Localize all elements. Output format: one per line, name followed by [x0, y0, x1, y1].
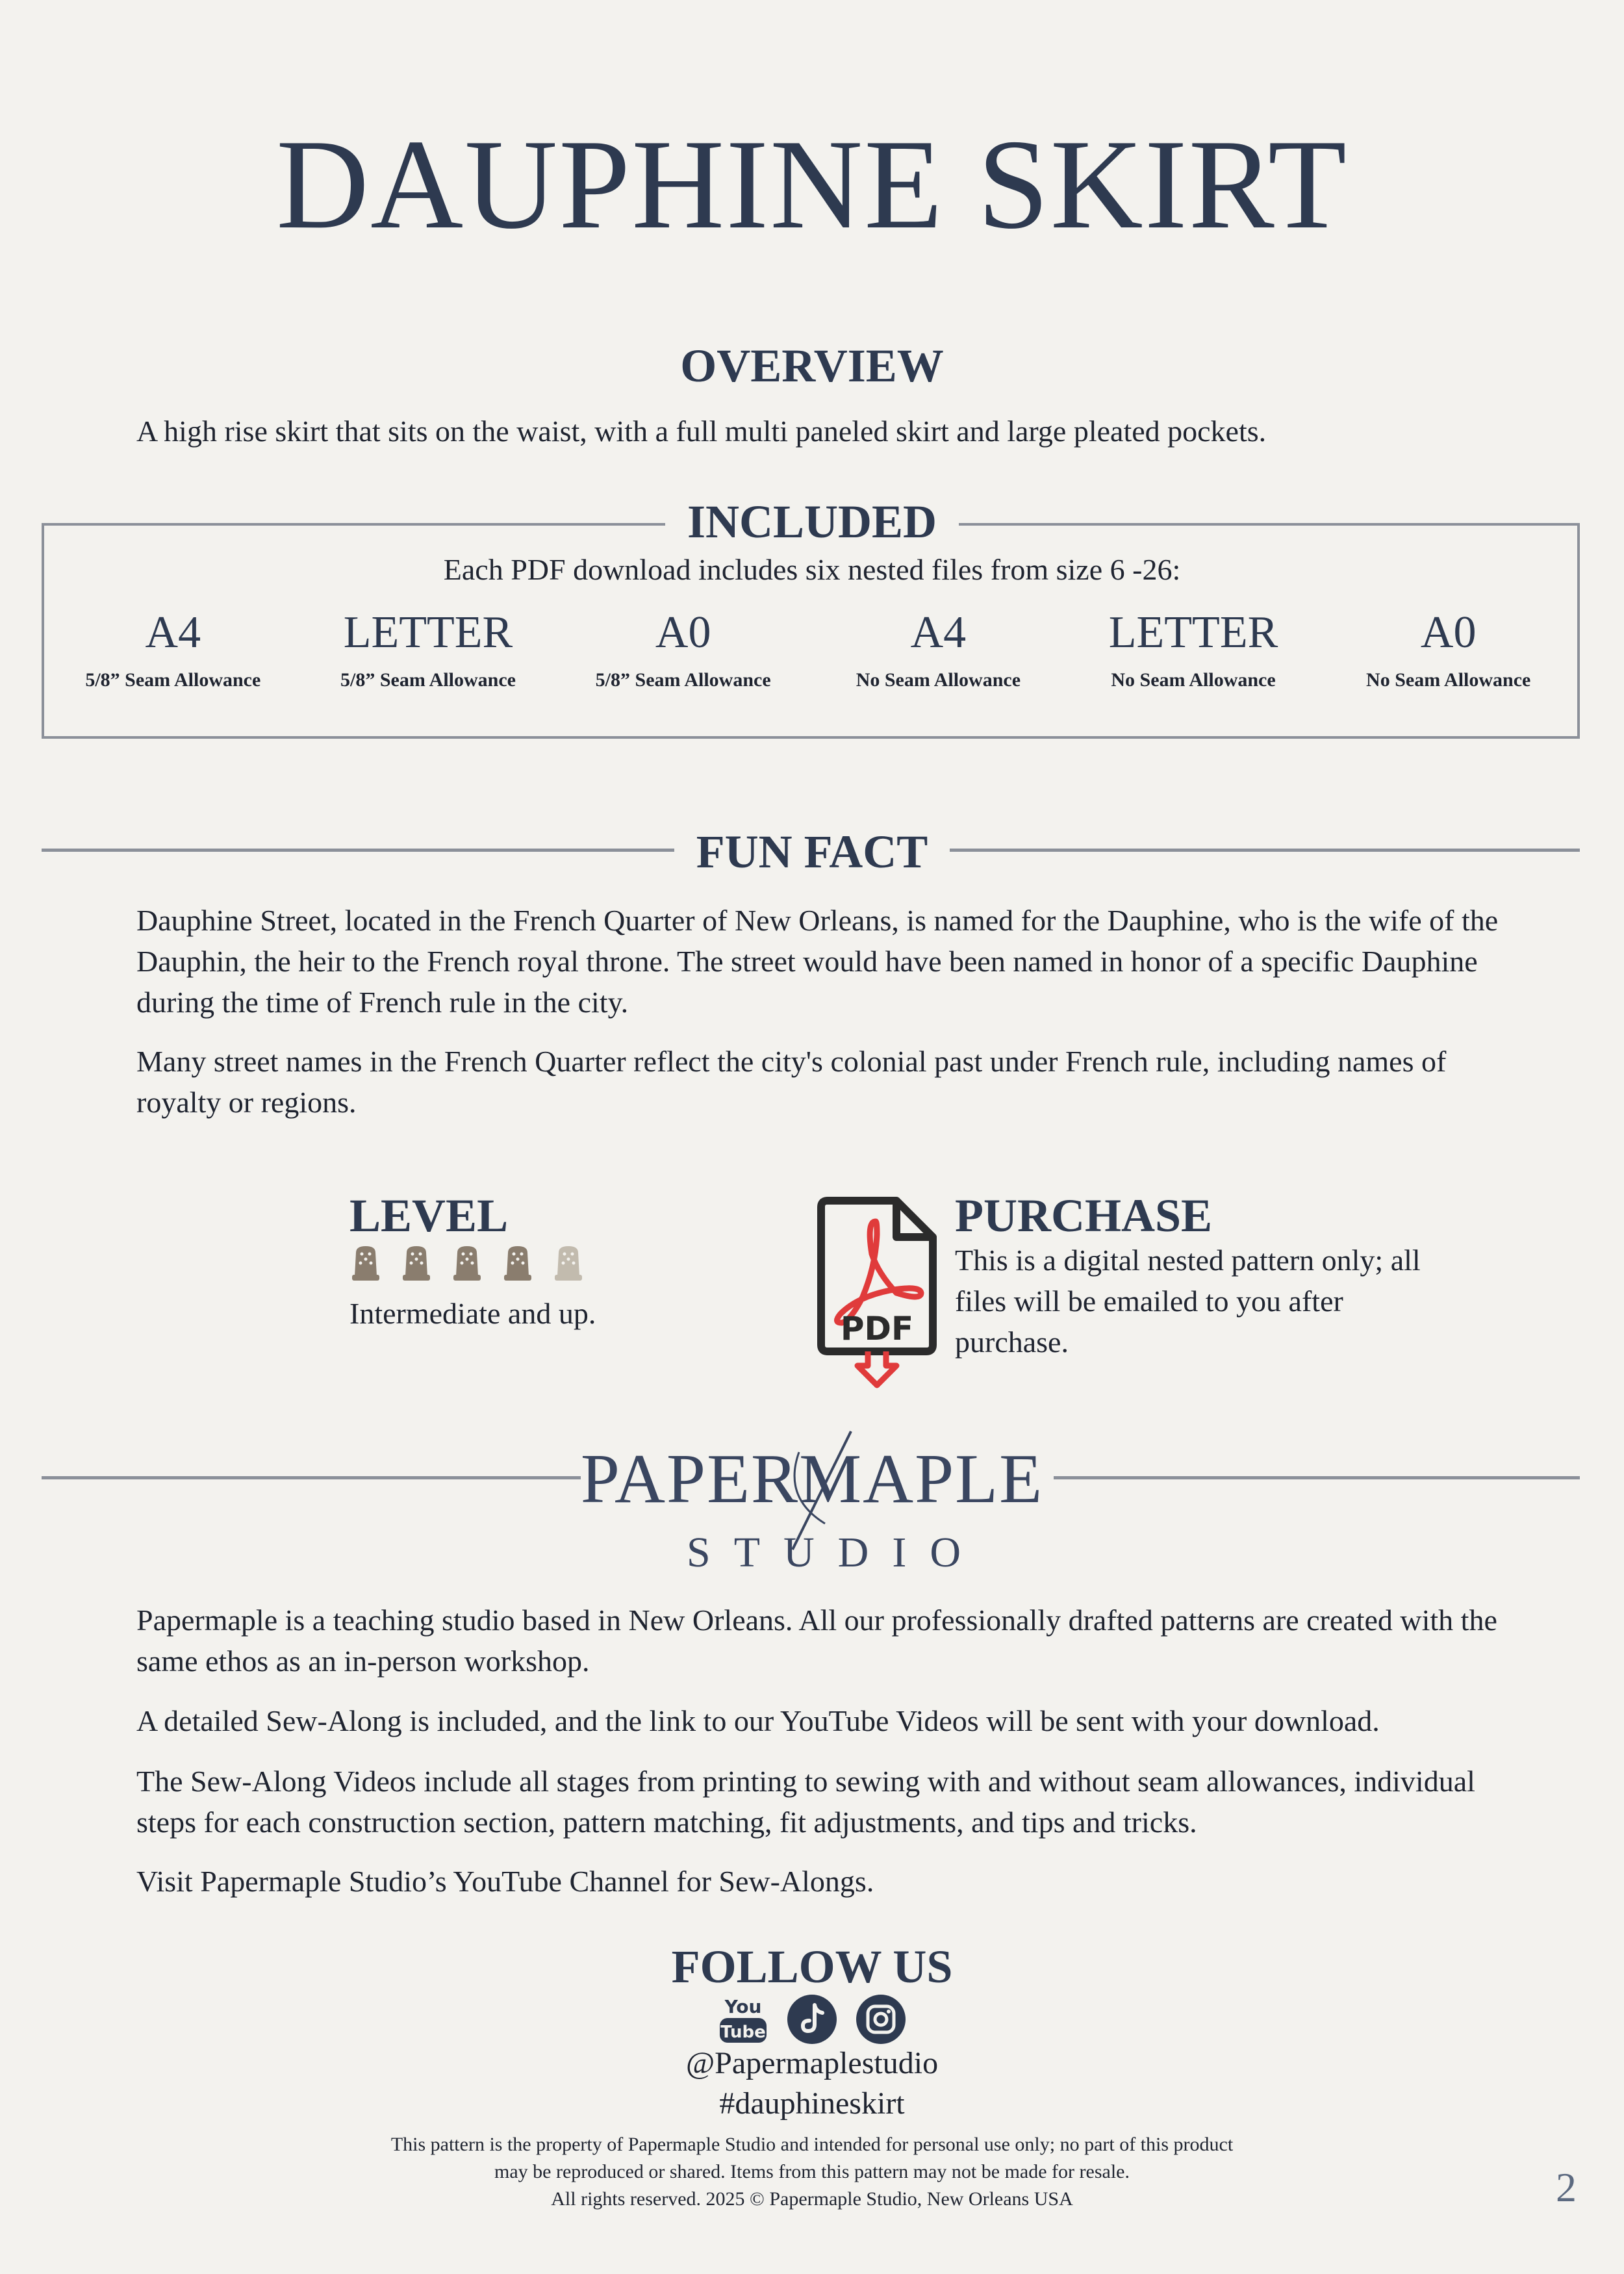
legal-line: This pattern is the property of Papermaple Studio and intended for personal use only; no part of this product [390, 2134, 1234, 2155]
page-number: 2 [1556, 2164, 1577, 2210]
logo-wordmark: PAPERMAPLE [580, 1440, 1044, 1518]
level-text: Intermediate and up. [349, 1297, 596, 1330]
thimble-empty-icon [552, 1244, 585, 1283]
file-format: A0 [655, 607, 711, 658]
file-a0-noseam [1321, 607, 1576, 691]
file-seam: No Seam Allowance [856, 669, 1021, 691]
thimble-icon [451, 1244, 483, 1283]
file-seam: 5/8” Seam Allowance [85, 669, 261, 691]
about-paragraph-4: Visit Papermaple Studio’s YouTube Channel for Sew-Alongs. [136, 1865, 874, 1898]
fun-fact-paragraph-1: Dauphine Street, located in the French Quarter of New Orleans, is named for the Dauphine, who is the wife of the Dauphin, the heir to the French royal throne. The street would have been named in honor of a specific Dauphine during the time of French rule in the city. [136, 904, 1499, 1019]
level-heading: LEVEL [349, 1190, 509, 1242]
page-title: DAUPHINE SKIRT [276, 113, 1348, 255]
hashtag: #dauphineskirt [719, 2086, 905, 2121]
legal-line: may be reproduced or shared. Items from this pattern may not be made for resale. [494, 2161, 1130, 2182]
about-paragraph-2: A detailed Sew-Along is included, and the link to our YouTube Videos will be sent with your download. [136, 1704, 1380, 1737]
social-handle[interactable]: @Papermaplestudio [685, 2046, 939, 2080]
youtube-label-top: You [724, 1996, 762, 2017]
pdf-file-icon [812, 1195, 942, 1394]
file-a0-seam [555, 607, 811, 691]
file-format: A4 [910, 607, 967, 658]
youtube-label-bottom: Tube [720, 2023, 766, 2042]
social-links [0, 1993, 1624, 2049]
file-format: A0 [1420, 607, 1477, 658]
file-letter-seam [301, 607, 556, 691]
fun-fact-paragraph-2: Many street names in the French Quarter reflect the city's colonial past under French rule, including names of royalty or regions. [136, 1045, 1447, 1119]
file-seam: No Seam Allowance [1366, 669, 1531, 691]
file-format: LETTER [1108, 607, 1278, 658]
instagram-icon[interactable] [855, 1993, 907, 2049]
logo-subtitle: STUDIO [687, 1529, 984, 1576]
file-seam: 5/8” Seam Allowance [595, 669, 771, 691]
overview-heading: OVERVIEW [680, 340, 944, 392]
file-format: LETTER [343, 607, 513, 658]
thimble-icon [349, 1244, 382, 1283]
fun-fact-heading-wrap [0, 825, 1624, 879]
included-subtitle: Each PDF download includes six nested files from size 6 -26: [443, 553, 1181, 586]
about-paragraph-3: The Sew-Along Videos include all stages from printing to sewing with and without seam allowances, individual steps for each construction section, pattern matching, fit adjustments, and tips and tricks. [136, 1765, 1475, 1839]
file-a4-seam [45, 607, 301, 691]
youtube-icon[interactable] [717, 1993, 769, 2049]
included-heading: INCLUDED [665, 496, 959, 548]
about-paragraph-1: Papermaple is a teaching studio based in New Orleans. All our professionally drafted patterns are created with the same ethos as an in-person workshop. [136, 1603, 1497, 1678]
included-heading-wrap [0, 495, 1624, 549]
overview-text: A high rise skirt that sits on the waist, with a full multi paneled skirt and large pleated pockets. [136, 415, 1267, 448]
file-seam: No Seam Allowance [1111, 669, 1276, 691]
thimble-icon [501, 1244, 534, 1283]
file-format: A4 [145, 607, 201, 658]
fun-fact-heading: FUN FACT [674, 826, 950, 878]
purchase-heading: PURCHASE [955, 1190, 1213, 1242]
thimble-icon [400, 1244, 433, 1283]
level-rating [349, 1244, 585, 1283]
pdf-icon-label: PDF [840, 1310, 914, 1348]
legal-line: All rights reserved. 2025 © Papermaple Studio, New Orleans USA [551, 2188, 1073, 2210]
file-a4-noseam [811, 607, 1066, 691]
legal-notice [0, 2131, 1624, 2213]
file-seam: 5/8” Seam Allowance [340, 669, 516, 691]
purchase-text: This is a digital nested pattern only; all files will be emailed to you after purchase. [955, 1244, 1421, 1359]
follow-heading: FOLLOW US [671, 1941, 953, 1993]
file-letter-noseam [1066, 607, 1321, 691]
tiktok-icon[interactable] [786, 1993, 838, 2049]
included-files [45, 607, 1576, 691]
